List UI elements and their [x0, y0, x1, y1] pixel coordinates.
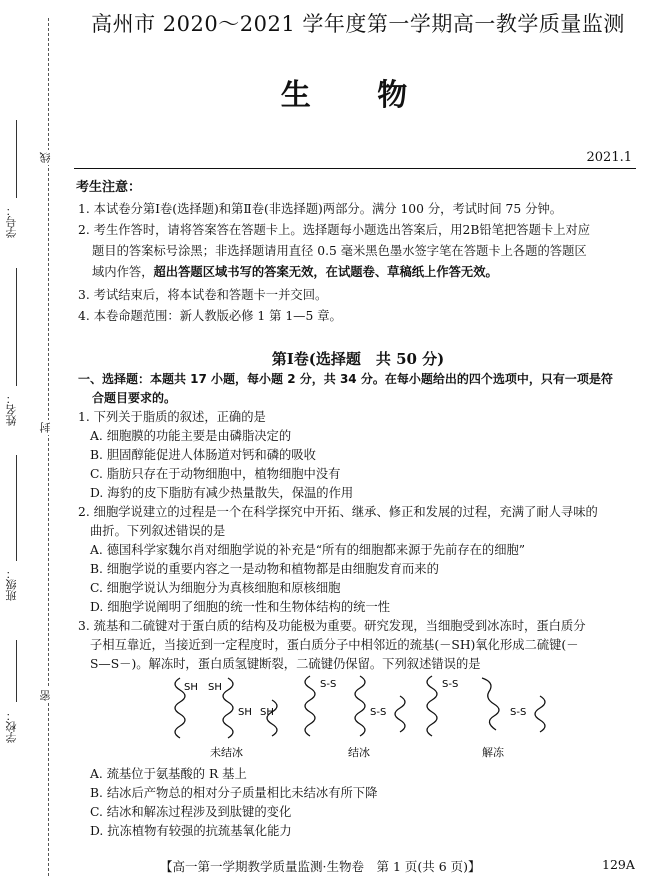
seal-dashed-line	[48, 18, 49, 876]
name-field	[16, 268, 17, 386]
figure-caption-unfrozen: 未结冰	[210, 746, 243, 759]
answer-option: C. 脂肪只存在于动物细胞中，植物细胞中没有	[90, 467, 341, 481]
disulfide-label: S-S	[370, 707, 387, 718]
notice-item: 3. 考试结束后，将本试卷和答题卡一并交回。	[78, 288, 328, 302]
student-id-label: 学号：	[5, 205, 18, 238]
name-label: 姓名：	[5, 393, 18, 426]
student-id-field	[16, 120, 17, 198]
answer-option: B. 细胞学说的重要内容之一是动物和植物都是由细胞发育而来的	[90, 562, 439, 576]
sh-label: SH	[260, 707, 274, 718]
notice-title: 考生注意：	[76, 180, 142, 195]
notice-item: 题目的答案标号涂黑；非选择题请用直径 0.5 毫米黑色墨水签字笔在答题卡上各题的答题区	[92, 244, 587, 258]
answer-option: D. 细胞学说阐明了细胞的统一性和生物体结构的统一性	[90, 600, 391, 614]
disulfide-label: S-S	[320, 679, 337, 690]
answer-option: C. 细胞学说认为细胞分为真核细胞和原核细胞	[90, 581, 341, 595]
exam-title: 高州市 2020～2021 学年度第一学期高一教学质量监测	[91, 12, 625, 36]
protein-chain	[395, 696, 405, 732]
answer-option: D. 海豹的皮下脂肪有减少热量散失，保温的作用	[90, 486, 354, 500]
answer-option: A. 巯基位于氨基酸的 R 基上	[90, 767, 247, 781]
question-stem: 1. 下列关于脂质的叙述，正确的是	[78, 410, 266, 424]
seal-mark-seal: 封	[39, 422, 52, 433]
disulfide-label: S-S	[510, 707, 527, 718]
subject-title: 生 物	[280, 78, 436, 113]
section-instruction: 一、选择题：本题共 17 小题，每小题 2 分，共 34 分。在每小题给出的四个选项中，只有一项是符	[78, 372, 613, 386]
protein-chain	[223, 678, 233, 738]
notice-item: 4. 本卷命题范围：新人教版必修 1 第 1—5 章。	[78, 309, 342, 323]
paper-code: 129A	[602, 857, 635, 872]
binding-margin	[0, 0, 64, 886]
answer-option: D. 抗冻植物有较强的抗巯基氧化能力	[90, 824, 292, 838]
question-stem: 子相互靠近，当接近到一定程度时，蛋白质分子中相邻近的巯基(－SH)氧化形成二硫键(－	[90, 638, 579, 652]
protein-chain	[267, 700, 277, 736]
protein-chain	[305, 676, 315, 736]
part-title: 第Ⅰ卷(选择题 共 50 分)	[271, 350, 445, 368]
sh-label: SH	[184, 682, 198, 693]
answer-option: B. 胆固醇能促进人体肠道对钙和磷的吸收	[90, 448, 316, 462]
class-label: 班级：	[5, 568, 18, 601]
figure-caption-thawed: 解冻	[482, 746, 504, 759]
section-instruction: 合题目要求的。	[92, 391, 177, 405]
exam-date: 2021.1	[586, 150, 632, 165]
notice-item: 1. 本试卷分第Ⅰ卷(选择题)和第Ⅱ卷(非选择题)两部分。满分 100 分，考试时间 75 分钟。	[78, 202, 563, 216]
notice-item	[92, 262, 636, 282]
answer-option: C. 结冰和解冻过程涉及到肽键的变化	[90, 805, 292, 819]
notice-item: 2. 考生作答时，请将答案答在答题卡上。选择题每小题选出答案后，用2B铅笔把答题卡上对应	[78, 223, 591, 237]
seal-mark-line: 线	[39, 152, 52, 163]
protein-chain	[355, 676, 365, 736]
protein-chain	[427, 676, 437, 736]
question-stem: 曲折。下列叙述错误的是	[90, 524, 226, 538]
disulfide-label: S-S	[442, 679, 459, 690]
class-field	[16, 455, 17, 561]
notice-warning: 超出答题区域书写的答案无效，在试题卷、草稿纸上作答无效。	[153, 265, 498, 279]
sh-label: SH	[208, 682, 222, 693]
protein-chain	[535, 696, 545, 732]
page-footer: 【高一第一学期教学质量监测·生物卷 第 1 页(共 6 页)】	[160, 859, 481, 874]
sh-label: SH	[238, 707, 252, 718]
seal-mark-secret: 密	[39, 690, 52, 701]
answer-option: A. 德国科学家魏尔肖对细胞学说的补充是“所有的细胞都来源于先前存在的细胞”	[90, 543, 526, 557]
question-stem: 2. 细胞学说建立的过程是一个在科学探究中开拓、继承、修正和发展的过程，充满了耐人寻味的	[78, 505, 598, 519]
protein-chain	[482, 678, 499, 730]
protein-freezing-figure	[150, 670, 570, 762]
figure-caption-frozen: 结冰	[348, 746, 370, 759]
question-stem: S—S－)。解冻时，蛋白质氢键断裂，二硫键仍保留。下列叙述错误的是	[90, 657, 481, 671]
header-rule	[74, 168, 636, 169]
school-label: 学校：	[5, 710, 18, 743]
notice-text: 域内作答，	[92, 265, 154, 279]
question-stem: 3. 巯基和二硫键对于蛋白质的结构及功能极为重要。研究发现，当细胞受到冰冻时，蛋白质分	[78, 619, 586, 633]
answer-option: A. 细胞膜的功能主要是由磷脂决定的	[90, 429, 292, 443]
school-field	[16, 640, 17, 702]
answer-option: B. 结冰后产物总的相对分子质量相比未结冰有所下降	[90, 786, 378, 800]
